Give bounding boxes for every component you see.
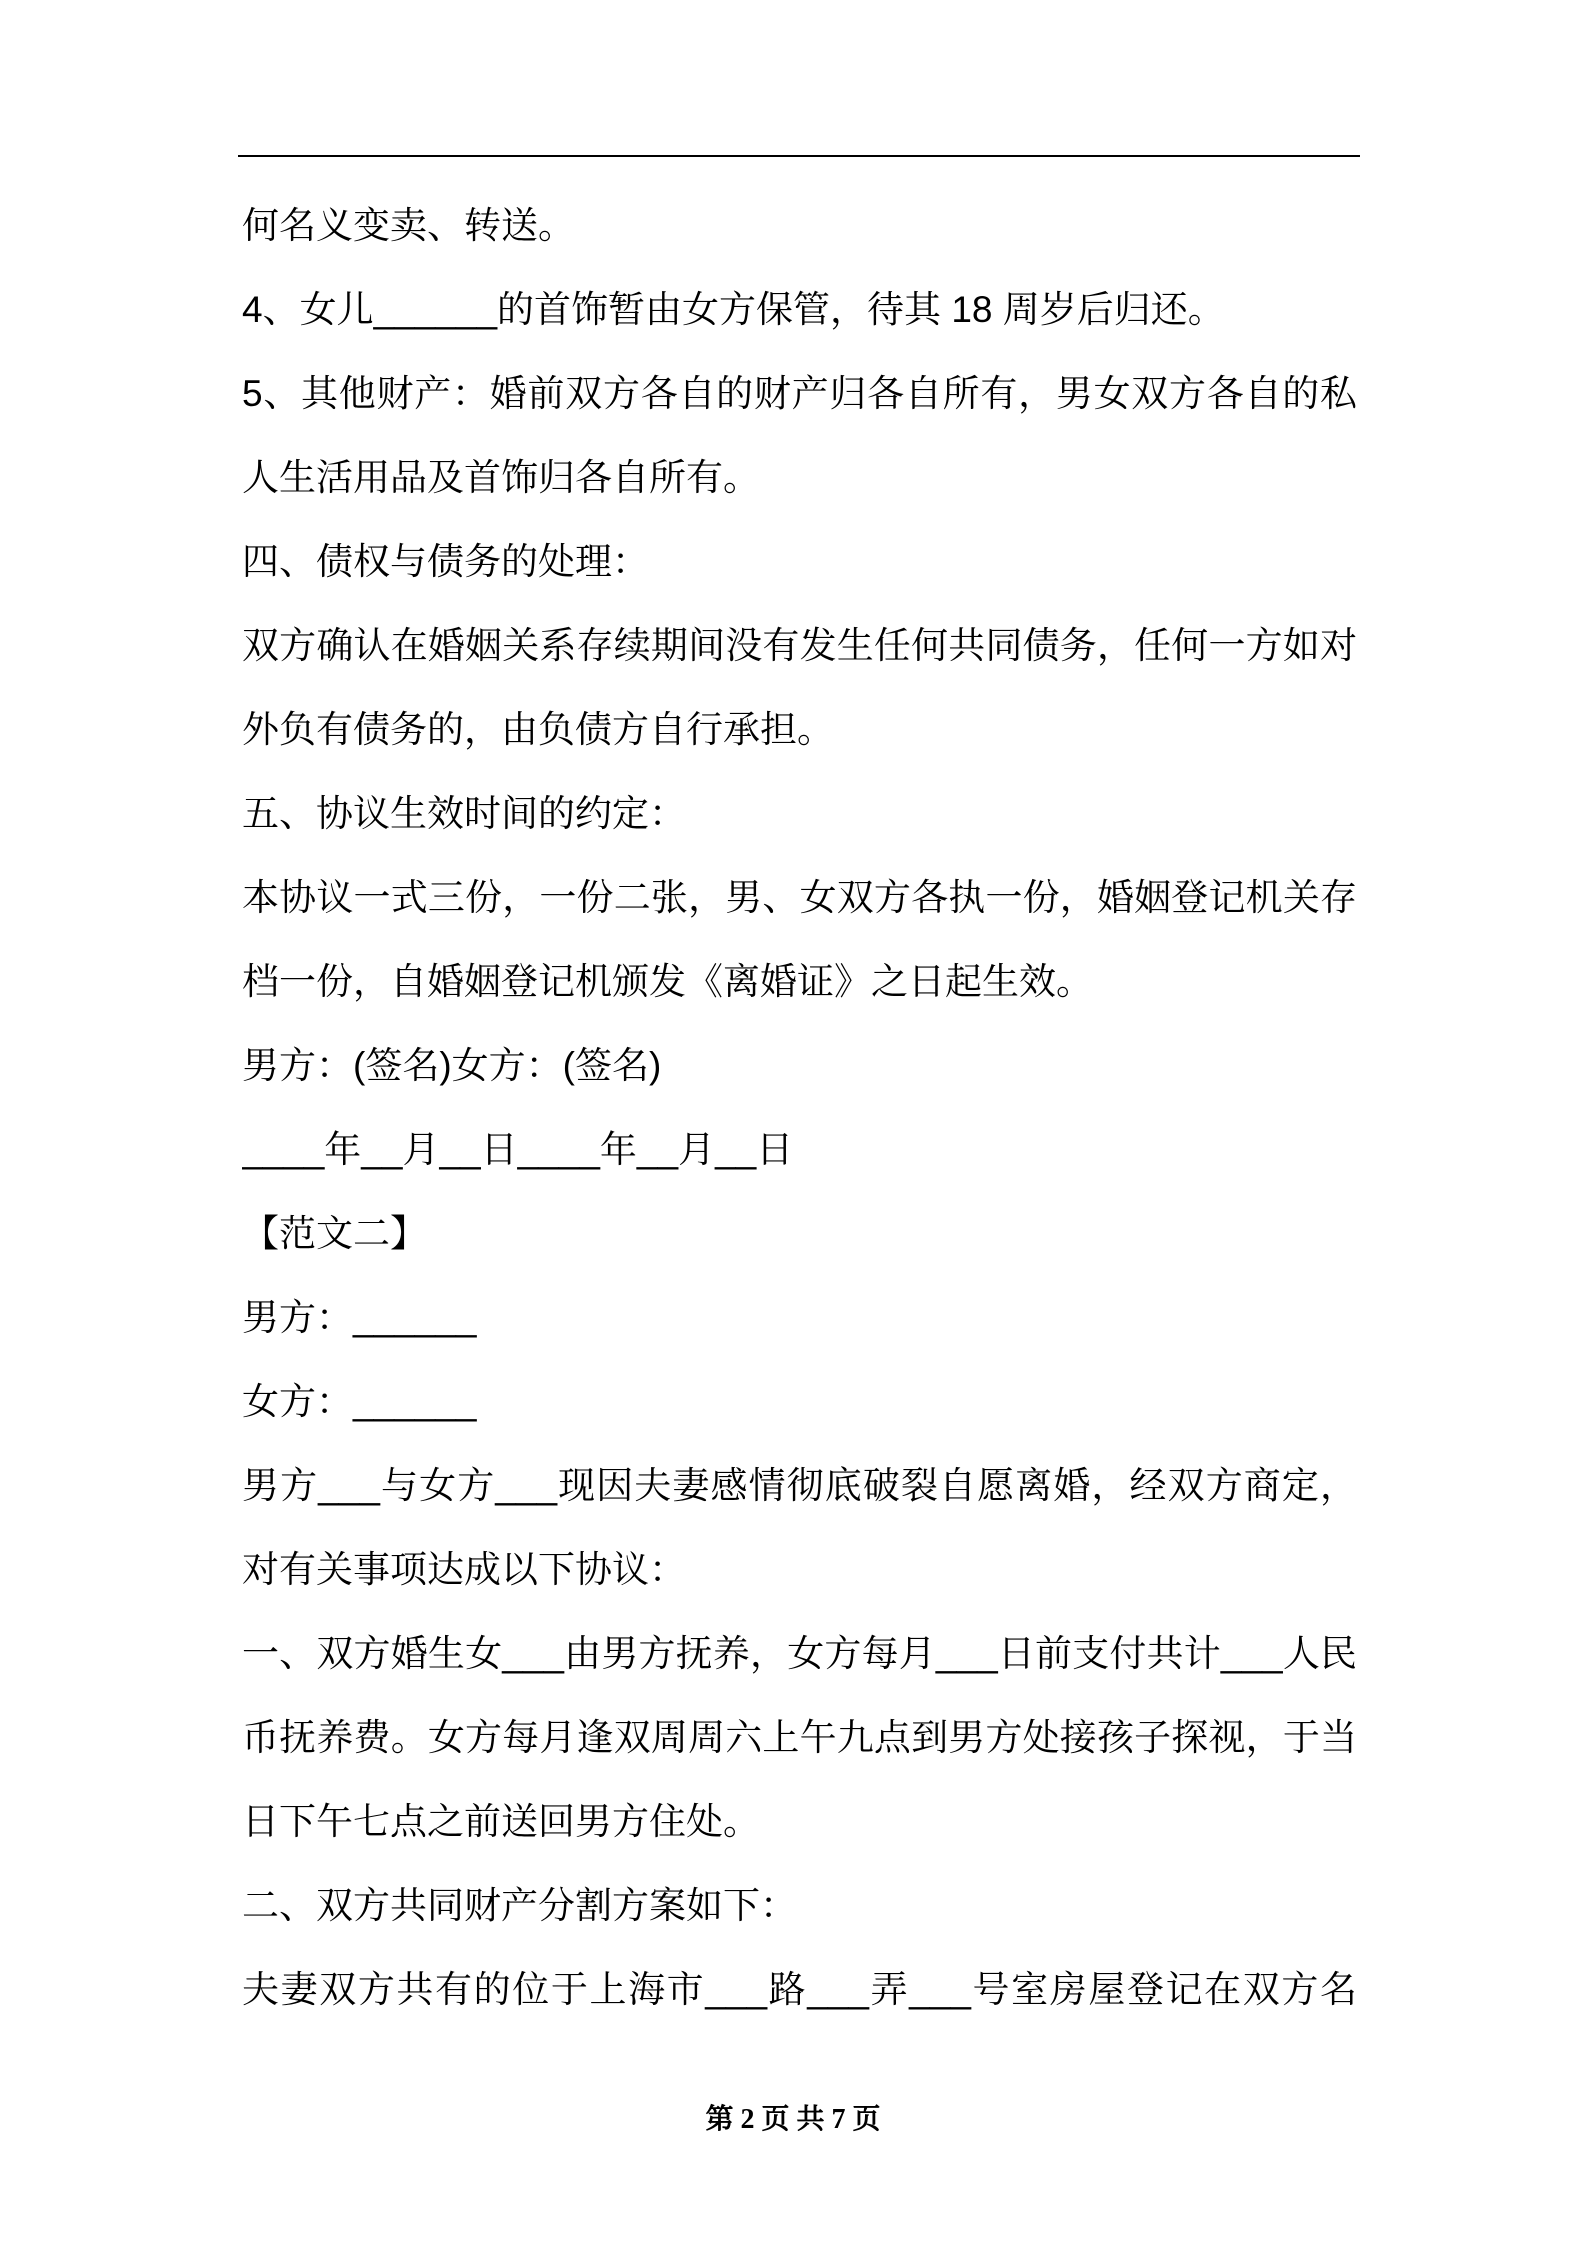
signature-line: 男方：(签名)女方：(签名) [242,1045,662,1086]
date-line: ____年__月__日____年__月__日 [242,1129,794,1170]
header-rule [238,155,1360,157]
clause-1-child-custody: 一、双方婚生女___由男方抚养，女方每月___日前支付共计___人民 [242,1633,1357,1674]
clause-4-jewelry: 4、女儿______的首饰暂由女方保管，待其 18 周岁后归还。 [242,289,1225,330]
effective-date-paragraph: 本协议一式三份，一份二张，男、女双方各执一份，婚姻登记机关存 [242,877,1357,918]
section-heading-effective-date: 五、协议生效时间的约定： [242,793,686,834]
section-heading-debts: 四、债权与债务的处理： [242,541,649,582]
clause-5-other-property-continued: 人生活用品及首饰归各自所有。 [242,457,760,498]
section-heading-property-division: 二、双方共同财产分割方案如下： [242,1885,797,1926]
debts-paragraph: 双方确认在婚姻关系存续期间没有发生任何共同债务，任何一方如对 [242,625,1357,666]
agreement-intro-paragraph: 男方___与女方___现因夫妻感情彻底破裂自愿离婚，经双方商定， [242,1465,1357,1506]
female-party-field: 女方：______ [242,1381,477,1422]
document-body [242,184,1357,2032]
male-party-field: 男方：______ [242,1297,477,1338]
page-number: 第 2 页 共 7 页 [705,2104,881,2135]
property-division-paragraph: 夫妻双方共有的位于上海市___路___弄___号室房屋登记在双方名 [242,1969,1357,2010]
debts-paragraph-continued: 外负有债务的，由负债方自行承担。 [242,709,834,750]
sample-two-heading: 【范文二】 [242,1213,427,1254]
clause-continuation: 何名义变卖、转送。 [242,205,575,246]
clause-5-other-property: 5、其他财产：婚前双方各自的财产归各自所有，男女双方各自的私 [242,373,1357,414]
clause-1-child-custody-end: 日下午七点之前送回男方住处。 [242,1801,760,1842]
agreement-intro-paragraph-continued: 对有关事项达成以下协议： [242,1549,686,1590]
effective-date-paragraph-continued: 档一份，自婚姻登记机颁发《离婚证》之日起生效。 [242,961,1093,1002]
clause-1-child-custody-continued: 币抚养费。女方每月逢双周周六上午九点到男方处接孩子探视，于当 [242,1717,1357,1758]
